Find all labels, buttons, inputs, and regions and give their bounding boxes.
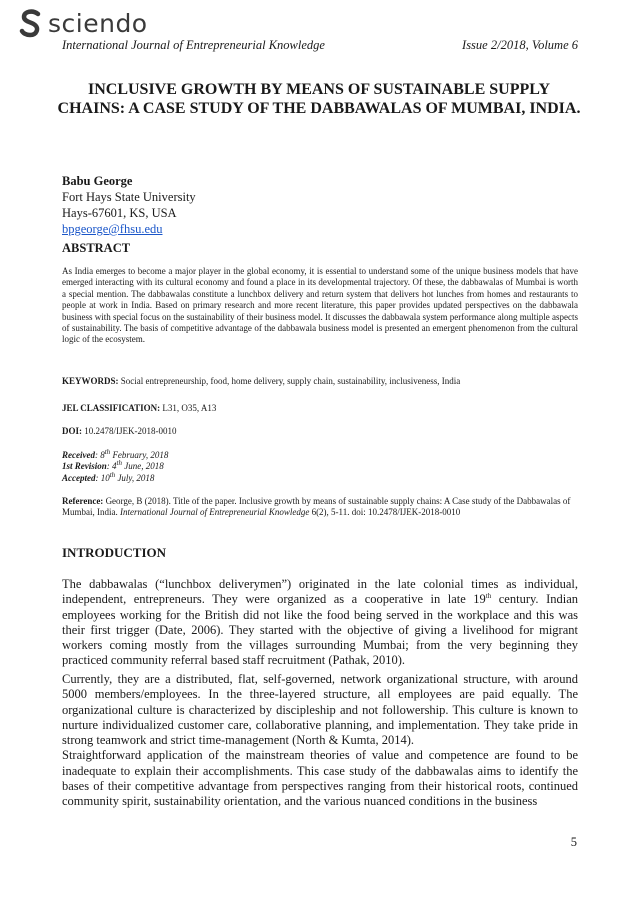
reference-label: Reference: xyxy=(62,496,104,506)
introduction-heading: INTRODUCTION xyxy=(62,545,167,560)
page-number: 5 xyxy=(570,835,577,849)
journal-name: International Journal of Entrepreneurial Knowledge xyxy=(62,38,325,52)
accepted-sup: th xyxy=(109,470,116,479)
intro-paragraph-2: Currently, they are a distributed, flat, self-governed, network organizational structure, with around 5000 members/employees. In the three-layered structure, all employees are paid equally. The organizational culture is characterized by discipleship and not followership. This culture is known to nurture individualized customer care, collaborative planning, and implementation. They take pride in strong teamwork and strict time-management (North & Kumta, 2014). xyxy=(62,672,578,748)
abstract-text: As India emerges to become a major player in the global economy, it is essential to understand some of the unique business models that have emerged interacting with its cultural economy and found a place in its developmental trajectory. Of these, the dabbawalas of Mumbai is worth a special mention. The dabbawalas constitute a lunchbox delivery and return system that delivers hot lunches from homes and restaurants to people at work in India. Based on primary research and more recent literature, this paper provides updated perspectives on the dabbawala business with special focus on the sustainability of their business model. It discusses the dabbawala system performance along multiple aspects of sustainability. The basis of competitive advantage of the dabbawala business model is presented an emergent phenomenon from the cultural logic of the ecosystem. xyxy=(62,266,578,345)
jel-value: L31, O35, A13 xyxy=(162,403,217,413)
revision-day: 4 xyxy=(112,461,117,472)
publisher-logo xyxy=(19,9,148,39)
reference-journal: International Journal of Entrepreneurial Knowledge xyxy=(120,507,310,518)
received-label: Received xyxy=(62,450,95,460)
doi-value: 10.2478/IJEK-2018-0010 xyxy=(84,426,177,436)
received-sup: th xyxy=(104,448,111,456)
revision-date: 1st Revision: 4th June, 2018 xyxy=(62,459,164,472)
received-day: 8 xyxy=(100,450,105,460)
logo-text: sciendo xyxy=(48,9,148,38)
sciendo-logo-icon xyxy=(19,9,45,39)
accepted-label: Accepted xyxy=(62,472,96,483)
reference-text-1: George, B (2018). Title of the paper. Inclusive growth by means of sustainable supply chains: A Case study of the Dabbawalas of Mumbai, India. xyxy=(62,496,571,518)
received-date: Received: 8th February, 2018 xyxy=(62,448,169,460)
intro-p1-part-a: The dabbawalas (“lunchbox deliverymen”) originated in the late colonial times as individual, independent, entrepreneurs. They were organized as a cooperative in late 19 xyxy=(62,577,578,607)
doi-label: DOI: xyxy=(62,426,82,436)
jel-classification xyxy=(62,403,578,414)
author-block xyxy=(62,173,196,237)
accepted-rest: July, 2018 xyxy=(115,472,155,483)
keywords-label: KEYWORDS: xyxy=(62,376,119,386)
author-address: Hays-67601, KS, USA xyxy=(62,206,177,220)
intro-paragraph-1 xyxy=(62,577,578,669)
accepted-day: 10 xyxy=(100,472,110,483)
intro-p1-sup: th xyxy=(485,592,492,601)
reference-text-2: 6(2), 5-11. doi: 10.2478/IJEK-2018-0010 xyxy=(309,507,461,518)
jel-label: JEL CLASSIFICATION: xyxy=(62,403,161,413)
running-header xyxy=(62,38,578,53)
author-email-link[interactable]: bpgeorge@fhsu.edu xyxy=(62,222,163,236)
author-name: Babu George xyxy=(62,174,133,188)
revision-rest: June, 2018 xyxy=(121,461,164,472)
revision-sup: th xyxy=(116,459,122,468)
keywords-value: Social entrepreneurship, food, home delivery, supply chain, sustainability, inclusiveness, India xyxy=(120,376,461,386)
issue-info: Issue 2/2018, Volume 6 xyxy=(462,38,578,52)
reference xyxy=(62,496,578,519)
keywords xyxy=(62,376,578,387)
dates-block xyxy=(62,450,578,484)
received-rest: February, 2018 xyxy=(110,450,169,460)
author-affiliation: Fort Hays State University xyxy=(62,190,196,204)
abstract-heading: ABSTRACT xyxy=(62,241,131,255)
intro-p1-part-b: century. Indian employees working for the British did not like the food being served in the workplace and this was their first trigger (Date, 2006). They started with the objective of giving a livelihood for migrant workers coming mostly from the villages surrounding Mumbai; from the very beginning they practiced community referral based staff recruitment (Pathak, 2010). xyxy=(62,592,578,668)
revision-label: 1st Revision xyxy=(62,461,107,472)
paper-title: INCLUSIVE GROWTH BY MEANS OF SUSTAINABLE SUPPLY CHAINS: A CASE STUDY OF THE DABBAWALAS OF MUMBAI, INDIA. xyxy=(57,81,581,117)
intro-paragraphs-2-3 xyxy=(62,672,578,810)
doi xyxy=(62,426,578,437)
intro-paragraph-3: Straightforward application of the mainstream theories of value and competence are found to be inadequate to explain their accomplishments. This case study of the dabbawalas aims to identify the bases of their competitive advantage from perspectives ranging from their historical roots, continued community spirit, sustainability orientation, and the various nuanced conditions in the business xyxy=(62,748,578,809)
accepted-date: Accepted: 10th July, 2018 xyxy=(62,470,155,483)
